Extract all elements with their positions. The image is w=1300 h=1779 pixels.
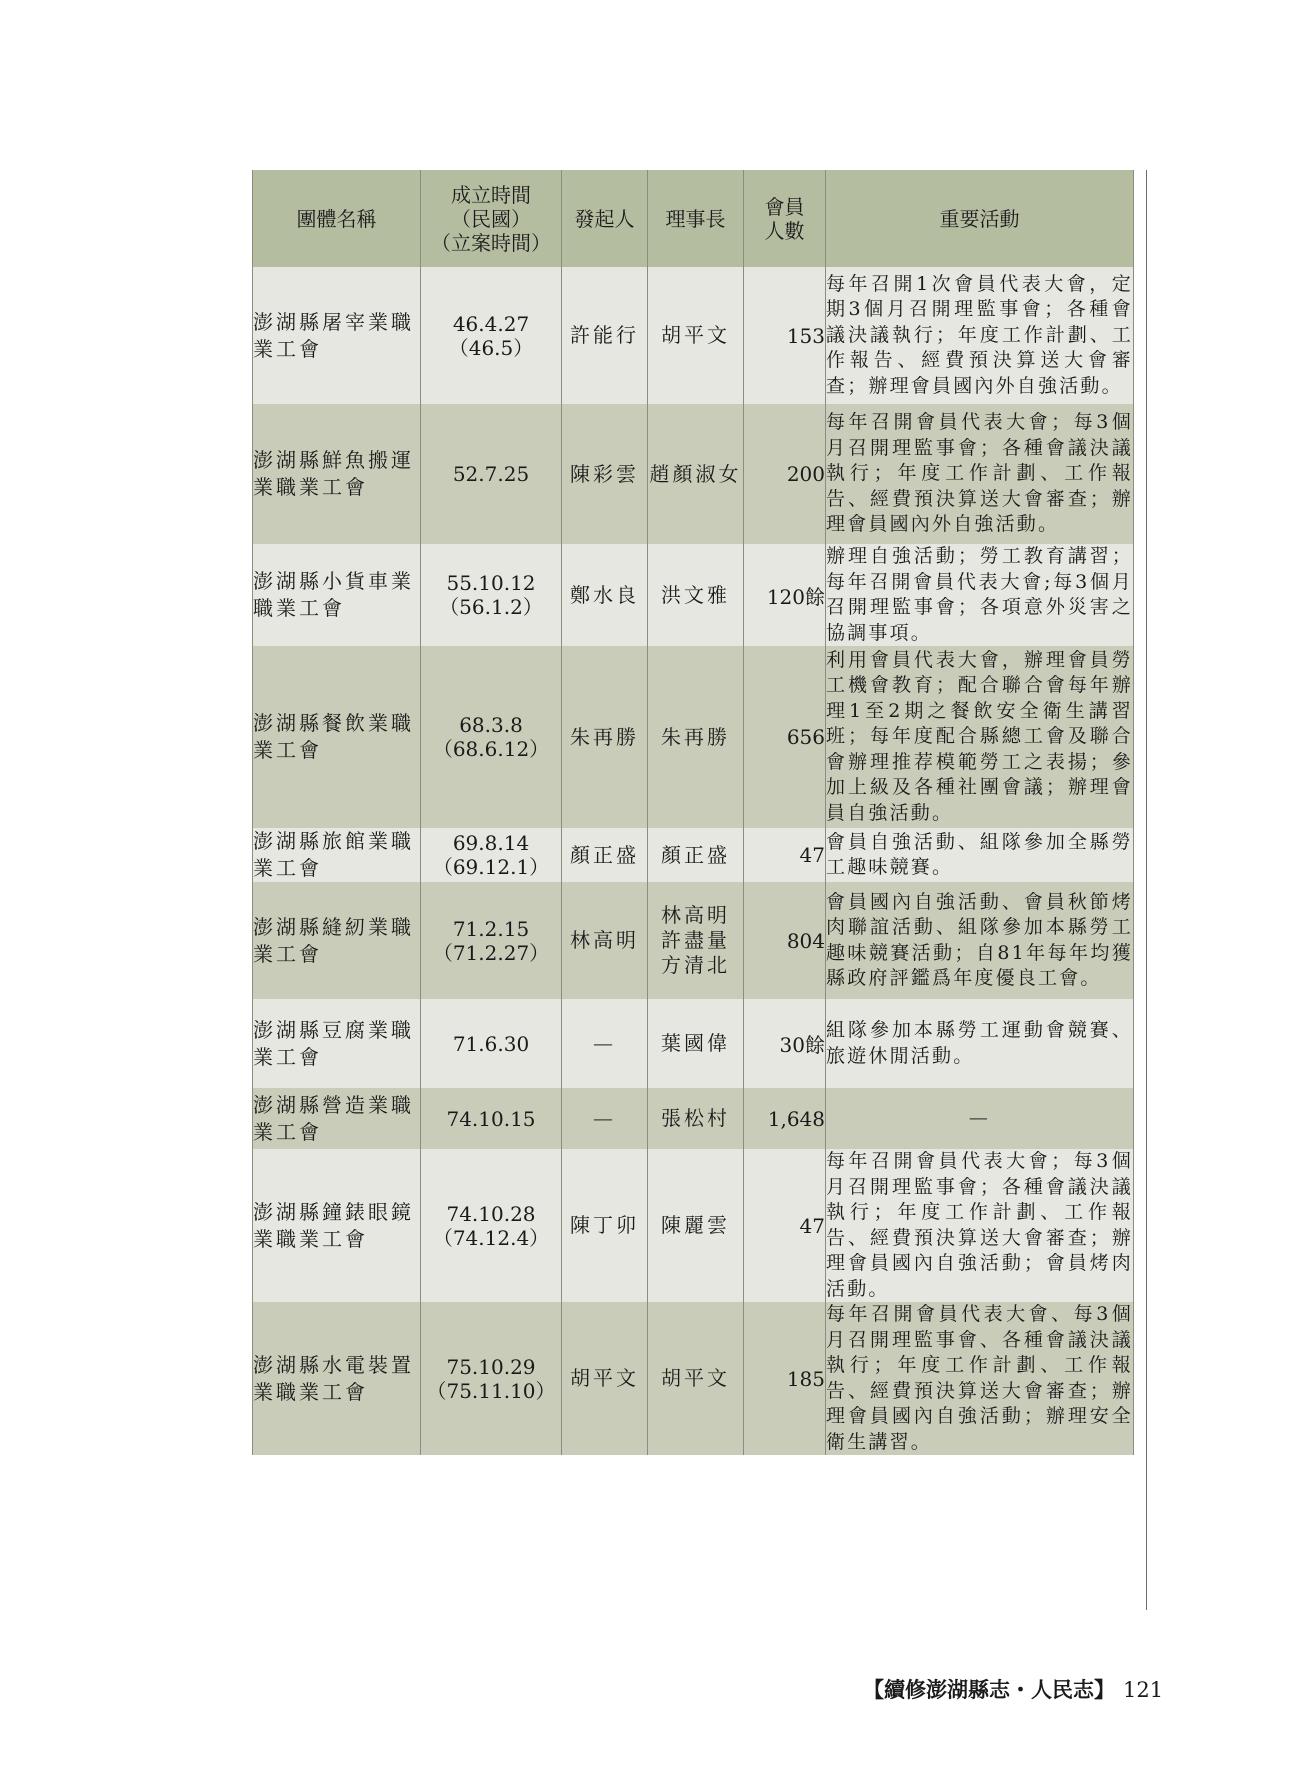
- cell-chairman: [648, 646, 744, 828]
- cell-members: 200: [744, 404, 826, 544]
- cell-members: 120餘: [744, 544, 826, 646]
- table-row: [253, 267, 1134, 404]
- cell-name: 澎湖縣餐飲業職業工會: [253, 646, 421, 828]
- header-members: [744, 170, 826, 267]
- header-members-line: 會員: [764, 194, 805, 219]
- header-members-line: 人數: [764, 218, 805, 243]
- table-row: [253, 646, 1134, 828]
- cell-date: [421, 1302, 562, 1455]
- chairman-name: 趙顏淑女: [649, 461, 742, 486]
- cell-date: [421, 1088, 562, 1149]
- registration-date: （74.12.4）: [432, 1225, 550, 1250]
- cell-date: [421, 999, 562, 1088]
- cell-members: 30餘: [744, 999, 826, 1088]
- chairman-name: 胡平文: [661, 323, 730, 347]
- chairman-name: 林高明: [661, 903, 730, 927]
- cell-founder: 許能行: [562, 267, 648, 404]
- cell-founder: 顏正盛: [562, 828, 648, 882]
- registration-date: （75.11.10）: [426, 1378, 556, 1403]
- cell-date: [421, 882, 562, 999]
- cell-founder: 林高明: [562, 882, 648, 999]
- table-row: [253, 1088, 1134, 1149]
- founding-date: 71.6.30: [452, 1031, 530, 1056]
- header-date-line: 成立時間: [451, 182, 531, 207]
- cell-chairman: [648, 882, 744, 999]
- cell-chairman: [648, 544, 744, 646]
- table-row: [253, 544, 1134, 646]
- page-number: 121: [1123, 1678, 1164, 1702]
- cell-name: 澎湖縣鐘錶眼鏡業職業工會: [253, 1149, 421, 1302]
- founding-date: 46.4.27: [452, 311, 530, 336]
- header-date: [421, 170, 562, 267]
- cell-founder: 陳彩雲: [562, 404, 648, 544]
- founding-date: 52.7.25: [452, 462, 530, 486]
- cell-chairman: [648, 1149, 744, 1302]
- cell-name: 澎湖縣營造業職業工會: [253, 1088, 421, 1149]
- registration-date: （56.1.2）: [439, 595, 543, 619]
- founding-date: 75.10.29: [446, 1354, 536, 1379]
- cell-activities: 利用會員代表大會，辦理會員勞工機會教育；配合聯合會每年辦理1至2期之餐飲安全衛生講習班；每年度配合縣總工會及聯合會辦理推荐模範勞工之表揚；參加上級及各種社團會議；辦理會員自強活動。: [826, 646, 1134, 828]
- cell-activities: 會員自強活動、組隊參加全縣勞工趣味競賽。: [826, 828, 1134, 882]
- cell-name: 澎湖縣縫紉業職業工會: [253, 882, 421, 999]
- union-table: [252, 170, 1134, 1455]
- cell-chairman: [648, 1302, 744, 1455]
- cell-date: [421, 646, 562, 828]
- table-row: [253, 1149, 1134, 1302]
- founding-date: 55.10.12: [446, 571, 536, 595]
- registration-date: （69.12.1）: [432, 855, 550, 879]
- cell-name: 澎湖縣水電裝置業職業工會: [253, 1302, 421, 1455]
- header-date-line: （立案時間）: [431, 230, 551, 255]
- cell-chairman: [648, 1088, 744, 1149]
- header-activities: 重要活動: [826, 170, 1134, 267]
- cell-founder: —: [562, 999, 648, 1088]
- header-founder: 發起人: [562, 170, 648, 267]
- page-vertical-rule: [1146, 170, 1147, 1610]
- cell-activities: —: [826, 1088, 1134, 1149]
- cell-name: 澎湖縣豆腐業職業工會: [253, 999, 421, 1088]
- cell-activities: 組隊參加本縣勞工運動會競賽、旅遊休閒活動。: [826, 999, 1134, 1088]
- chairman-name: 胡平文: [661, 1366, 730, 1390]
- cell-activities: 會員國內自強活動、會員秋節烤肉聯誼活動、組隊參加本縣勞工趣味競賽活動；自81年每年均獲縣政府評鑑爲年度優良工會。: [826, 882, 1134, 999]
- chairman-name: 陳麗雲: [661, 1213, 730, 1237]
- chairman-name: 朱再勝: [661, 724, 730, 749]
- cell-members: 1,648: [744, 1088, 826, 1149]
- cell-activities: 每年召開會員代表大會；每3個月召開理監事會；各種會議決議執行；年度工作計劃、工作報告、經費預決算送大會審查；辦理會員國內外自強活動。: [826, 404, 1134, 544]
- page-footer: [863, 1674, 1164, 1704]
- cell-date: [421, 404, 562, 544]
- chairman-name: 許盡量: [661, 928, 730, 952]
- founding-date: 74.10.15: [446, 1106, 536, 1131]
- chairman-name: 張松村: [661, 1106, 730, 1130]
- cell-members: 47: [744, 1149, 826, 1302]
- cell-founder: 胡平文: [562, 1302, 648, 1455]
- table-row: [253, 999, 1134, 1088]
- cell-chairman: [648, 267, 744, 404]
- chairman-name: 葉國偉: [661, 1031, 730, 1055]
- cell-activities: 每年召開會員代表大會、每3個月召開理監事會、各種會議決議執行；年度工作計劃、工作報告、經費預決算送大會審查；辦理會員國內自強活動；辦理安全衛生講習。: [826, 1302, 1134, 1455]
- chairman-name: 洪文雅: [661, 582, 730, 607]
- cell-date: [421, 267, 562, 404]
- cell-name: 澎湖縣旅館業職業工會: [253, 828, 421, 882]
- cell-chairman: [648, 404, 744, 544]
- table-row: [253, 882, 1134, 999]
- founding-date: 69.8.14: [452, 831, 530, 855]
- cell-activities: 每年召開1次會員代表大會，定期3個月召開理監事會；各種會議決議執行；年度工作計劃、工作報告、經費預決算送大會審查；辦理會員國內外自強活動。: [826, 267, 1134, 404]
- cell-founder: 朱再勝: [562, 646, 648, 828]
- chairman-name: 方清北: [661, 953, 730, 977]
- cell-founder: 鄭水良: [562, 544, 648, 646]
- cell-date: [421, 1149, 562, 1302]
- header-name: 團體名稱: [253, 170, 421, 267]
- registration-date: （46.5）: [448, 335, 534, 360]
- cell-founder: 陳丁卯: [562, 1149, 648, 1302]
- founding-date: 68.3.8: [459, 713, 523, 737]
- table-row: [253, 404, 1134, 544]
- cell-members: 804: [744, 882, 826, 999]
- registration-date: （71.2.27）: [432, 940, 550, 965]
- cell-members: 185: [744, 1302, 826, 1455]
- cell-date: [421, 544, 562, 646]
- cell-founder: —: [562, 1088, 648, 1149]
- table-row: [253, 828, 1134, 882]
- footer-title: 【續修澎湖縣志・人民志】: [863, 1677, 1115, 1702]
- cell-activities: 每年召開會員代表大會；每3個月召開理監事會；各種會議決議執行；年度工作計劃、工作報告、經費預決算送大會審查；辦理會員國內自強活動；會員烤肉活動。: [826, 1149, 1134, 1302]
- cell-name: 澎湖縣屠宰業職業工會: [253, 267, 421, 404]
- cell-name: 澎湖縣鮮魚搬運業職業工會: [253, 404, 421, 544]
- cell-chairman: [648, 999, 744, 1088]
- cell-members: 47: [744, 828, 826, 882]
- cell-chairman: [648, 828, 744, 882]
- cell-date: [421, 828, 562, 882]
- header-date-line: （民國）: [451, 206, 531, 231]
- founding-date: 71.2.15: [452, 916, 530, 941]
- cell-members: 656: [744, 646, 826, 828]
- cell-members: 153: [744, 267, 826, 404]
- cell-name: 澎湖縣小貨車業職業工會: [253, 544, 421, 646]
- table-row: [253, 1302, 1134, 1455]
- cell-activities: 辦理自強活動；勞工教育講習；每年召開會員代表大會;每3個月召開理監事會；各項意外災害之協調事項。: [826, 544, 1134, 646]
- table-header-row: [253, 170, 1134, 267]
- registration-date: （68.6.12）: [432, 737, 550, 761]
- chairman-name: 顏正盛: [661, 842, 730, 867]
- founding-date: 74.10.28: [446, 1201, 536, 1226]
- header-chairman: 理事長: [648, 170, 744, 267]
